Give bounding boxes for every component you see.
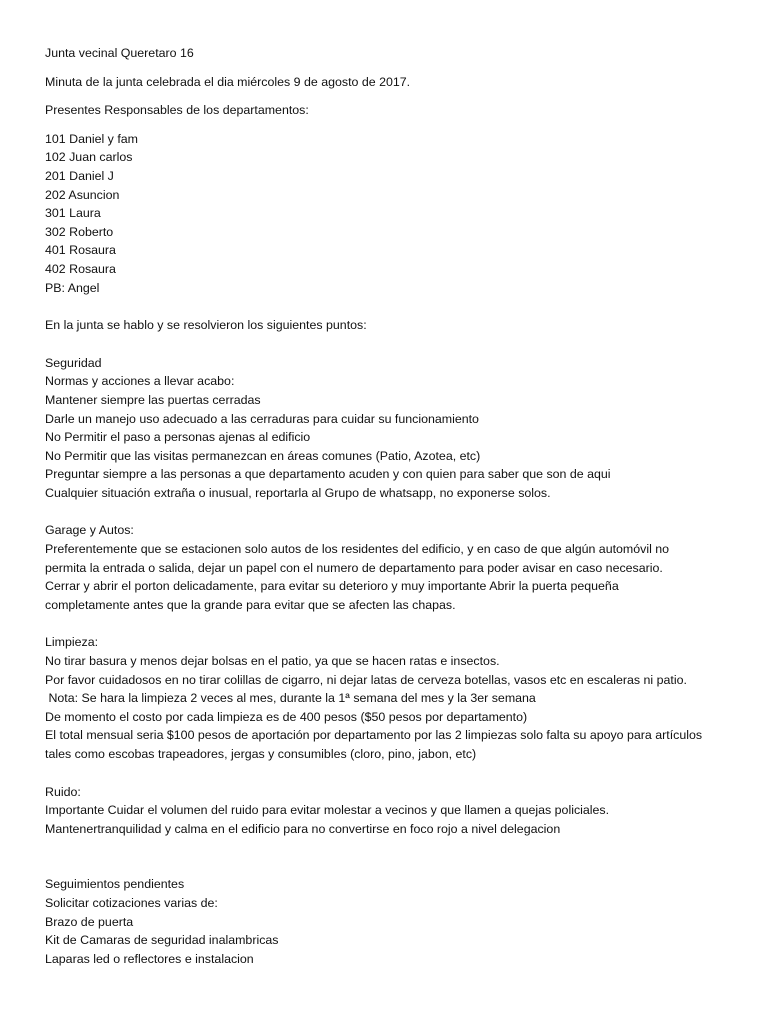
attendee-301: 301 Laura <box>45 206 101 221</box>
section-line: completamente antes que la grande para evitar que se afecten las chapas. <box>45 597 456 612</box>
section-line: No Permitir el paso a personas ajenas al edificio <box>45 430 311 445</box>
attendee-list <box>45 130 755 297</box>
section-line: El total mensual seria $100 pesos de aportación por departamento por las 2 limpiezas solo falta su apoyo para artículos <box>45 728 703 743</box>
section-line: Laparas led o reflectores e instalacion <box>45 951 254 966</box>
attendee-pb: PB: Angel <box>45 280 100 295</box>
document-page <box>45 44 755 968</box>
section-line: Normas y acciones a llevar acabo: <box>45 374 235 389</box>
section-heading: Seguridad <box>45 355 102 370</box>
section-line: Preguntar siempre a las personas a que departamento acuden y con quien para saber que son de aqui <box>45 467 611 482</box>
section-line: Brazo de puerta <box>45 914 134 929</box>
document-title: Junta vecinal Queretaro 16 <box>45 46 194 60</box>
section-limpieza <box>45 633 755 763</box>
section-line: tales como escobas trapeadores, jergas y consumibles (cloro, pino, jabon, etc) <box>45 747 477 761</box>
attendee-401: 401 Rosaura <box>45 243 116 258</box>
section-line: Mantenertranquilidad y calma en el edificio para no convertirse en foco rojo a nivel delegacion <box>45 821 561 836</box>
section-line: Preferentemente que se estacionen solo autos de los residentes del edificio, y en caso de que algún automóvil no <box>45 542 670 557</box>
section-seguridad <box>45 354 755 503</box>
attendee-402: 402 Rosaura <box>45 261 116 276</box>
section-seguimientos <box>45 875 755 968</box>
section-heading: Limpieza: <box>45 635 99 650</box>
attendee-102: 102 Juan carlos <box>45 150 133 165</box>
section-heading: Seguimientos pendientes <box>45 877 185 892</box>
section-line: Cualquier situación extraña o inusual, reportarla al Grupo de whatsapp, no exponerse solos. <box>45 485 551 500</box>
attendee-302: 302 Roberto <box>45 224 114 239</box>
section-garage <box>45 521 755 614</box>
section-heading: Ruido: <box>45 784 81 799</box>
section-line: De momento el costo por cada limpieza es de 400 pesos ($50 pesos por departamento) <box>45 709 528 724</box>
section-line: Nota: Se hara la limpieza 2 veces al mes, durante la 1ª semana del mes y la 3er semana <box>45 691 536 706</box>
section-line: Darle un manejo uso adecuado a las cerraduras para cuidar su funcionamiento <box>45 411 479 426</box>
attendee-201: 201 Daniel J <box>45 168 114 183</box>
section-line: Por favor cuidadosos en no tirar colillas de cigarro, ni dejar latas de cerveza botellas, vasos etc en escaleras ni patio. <box>45 672 687 687</box>
section-heading: Garage y Autos: <box>45 523 134 538</box>
section-line: Mantener siempre las puertas cerradas <box>45 392 261 407</box>
section-line: Kit de Camaras de seguridad inalambricas <box>45 933 279 948</box>
present-heading: Presentes Responsables de los departamentos: <box>45 103 309 118</box>
section-line: permita la entrada o salida, dejar un papel con el numero de departamento para poder avisar en caso necesario. <box>45 560 663 575</box>
section-ruido <box>45 783 755 839</box>
section-line: Solicitar cotizaciones varias de: <box>45 895 218 910</box>
attendee-202: 202 Asuncion <box>45 187 120 202</box>
section-line: Cerrar y abrir el porton delicadamente, para evitar su deterioro y muy importante Abrir la puerta pequeña <box>45 579 619 594</box>
section-line: Importante Cuidar el volumen del ruido para evitar molestar a vecinos y que llamen a quejas policiales. <box>45 803 610 818</box>
section-line: No Permitir que las visitas permanezcan en áreas comunes (Patio, Azotea, etc) <box>45 448 481 463</box>
attendee-101: 101 Daniel y fam <box>45 131 138 146</box>
section-line: No tirar basura y menos dejar bolsas en el patio, ya que se hacen ratas e insectos. <box>45 654 500 669</box>
intro-line: En la junta se hablo y se resolvieron los siguientes puntos: <box>45 318 367 333</box>
minute-line: Minuta de la junta celebrada el dia miércoles 9 de agosto de 2017. <box>45 74 411 89</box>
